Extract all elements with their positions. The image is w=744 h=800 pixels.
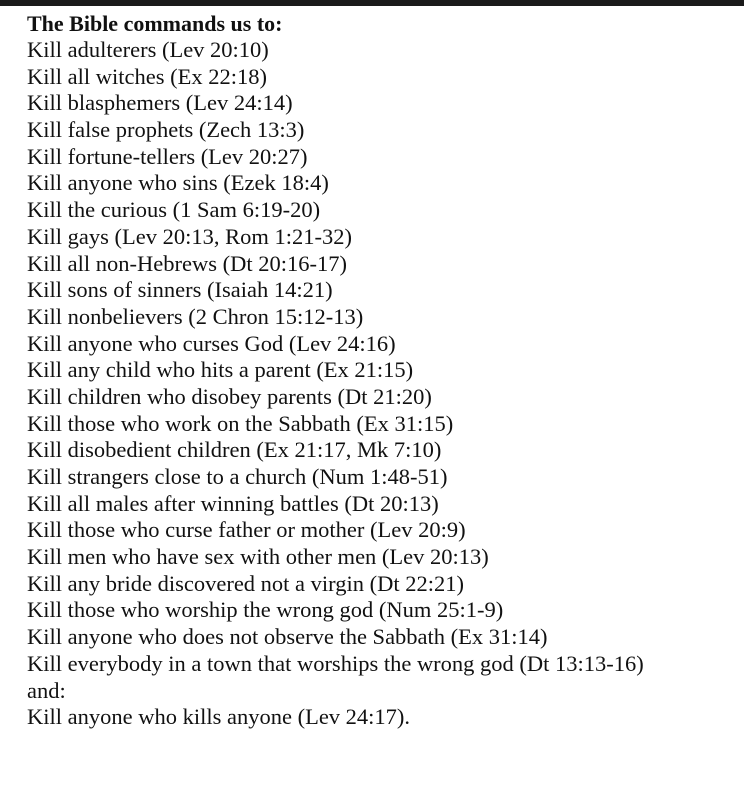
document-text-block [27, 10, 737, 731]
command-line: Kill anyone who curses God (Lev 24:16) [27, 330, 396, 356]
command-line: Kill sons of sinners (Isaiah 14:21) [27, 277, 333, 303]
command-line: Kill all males after winning battles (Dt 20:13) [27, 490, 439, 516]
command-line: Kill fortune-tellers (Lev 20:27) [27, 143, 308, 169]
command-line: Kill everybody in a town that worships the wrong god (Dt 13:13-16) [27, 650, 644, 676]
command-line: Kill those who curse father or mother (Lev 20:9) [27, 517, 466, 543]
command-line: Kill the curious (1 Sam 6:19-20) [27, 197, 321, 223]
command-line: Kill any child who hits a parent (Ex 21:15) [27, 357, 414, 383]
command-list [27, 37, 737, 678]
command-line: Kill those who work on the Sabbath (Ex 31:15) [27, 410, 454, 436]
connector-text: and: [27, 677, 66, 703]
document-title: The Bible commands us to: [27, 11, 283, 36]
command-line: Kill any bride discovered not a virgin (Dt 22:21) [27, 570, 464, 596]
command-line: Kill men who have sex with other men (Lev 20:13) [27, 544, 489, 570]
command-line: Kill blasphemers (Lev 24:14) [27, 90, 293, 116]
command-line: Kill anyone who does not observe the Sabbath (Ex 31:14) [27, 624, 548, 650]
command-line: Kill children who disobey parents (Dt 21:20) [27, 383, 432, 409]
final-command-line: Kill anyone who kills anyone (Lev 24:17). [27, 704, 411, 730]
command-line: Kill gays (Lev 20:13, Rom 1:21-32) [27, 223, 352, 249]
command-line: Kill those who worship the wrong god (Num 25:1-9) [27, 597, 504, 623]
command-line: Kill strangers close to a church (Num 1:48-51) [27, 464, 448, 489]
command-line: Kill adulterers (Lev 20:10) [27, 37, 269, 62]
command-line: Kill all non-Hebrews (Dt 20:16-17) [27, 250, 347, 276]
command-line: Kill all witches (Ex 22:18) [27, 63, 267, 89]
top-border-rule [0, 0, 744, 6]
command-line: Kill nonbelievers (2 Chron 15:12-13) [27, 303, 364, 329]
command-line: Kill disobedient children (Ex 21:17, Mk 7:10) [27, 437, 442, 463]
command-line: Kill anyone who sins (Ezek 18:4) [27, 170, 329, 196]
command-line: Kill false prophets (Zech 13:3) [27, 117, 305, 143]
